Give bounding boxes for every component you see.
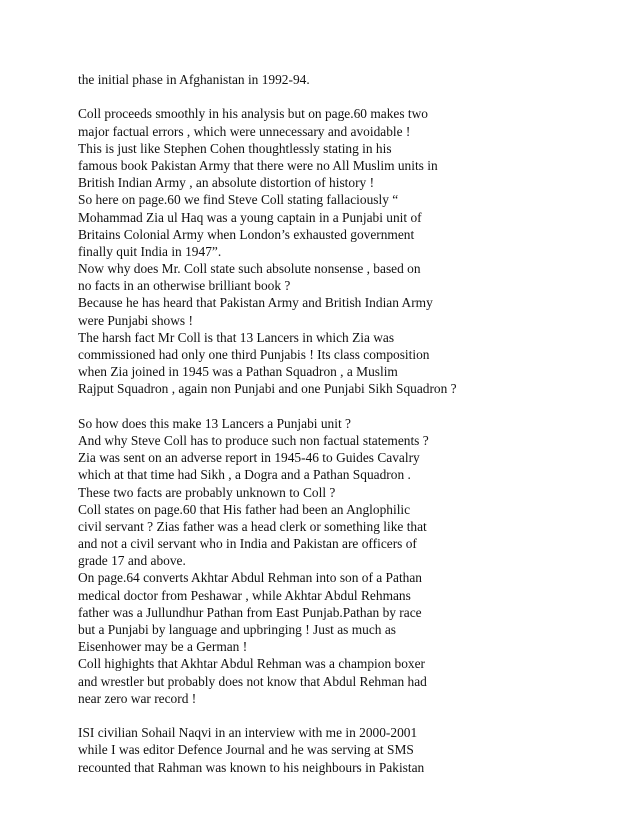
text-line: Mohammad Zia ul Haq was a young captain in a Punjabi unit of — [78, 209, 422, 225]
text-line: grade 17 and above. — [78, 553, 186, 569]
paragraph-gap — [78, 398, 618, 415]
text-line: Coll proceeds smoothly in his analysis but on page.60 makes two — [78, 106, 428, 122]
text-line: medical doctor from Peshawar , while Akhtar Abdul Rehmans — [78, 587, 411, 603]
text-line: The harsh fact Mr Coll is that 13 Lancers in which Zia was — [78, 329, 395, 345]
text-line: Britains Colonial Army when London’s exhausted government — [78, 226, 415, 242]
text-line: and not a civil servant who in India and Pakistan are officers of — [78, 536, 417, 552]
text-line: when Zia joined in 1945 was a Pathan Squadron , a Muslim — [78, 364, 398, 380]
text-line: So here on page.60 we find Steve Coll stating fallaciously “ — [78, 192, 399, 208]
text-line: civil servant ? Zias father was a head clerk or something like that — [78, 518, 427, 534]
text-line: but a Punjabi by language and upbringing ! Just as much as — [78, 622, 396, 637]
text-line: British Indian Army , an absolute distortion of history ! — [78, 175, 375, 191]
text-line: On page.64 converts Akhtar Abdul Rehman into son of a Pathan — [78, 570, 423, 586]
text-line: famous book Pakistan Army that there were no All Muslim units in — [78, 157, 438, 173]
text-line: no facts in an otherwise brilliant book ? — [78, 278, 291, 294]
text-line: Rajput Squadron , again non Punjabi and one Punjabi Sikh Squadron ? — [78, 381, 457, 397]
text-line: ISI civilian Sohail Naqvi in an interview with me in 2000-2001 — [78, 725, 418, 741]
text-line: near zero war record ! — [78, 690, 197, 706]
paragraph-gap — [78, 707, 618, 724]
paragraph-gap — [78, 88, 618, 105]
text-line: Now why does Mr. Coll state such absolute nonsense , based on — [78, 261, 421, 277]
text-line: So how does this make 13 Lancers a Punjabi unit ? — [78, 415, 351, 431]
text-line: Because he has heard that Pakistan Army and British Indian Army — [78, 295, 433, 311]
text-line: This is just like Stephen Cohen thoughtlessly stating in his — [78, 140, 392, 156]
text-line: were Punjabi shows ! — [78, 312, 193, 328]
text-line: Zia was sent on an adverse report in 1945-46 to Guides Cavalry — [78, 450, 420, 466]
body-text — [78, 71, 618, 776]
text-line: Coll states on page.60 that His father had been an Anglophilic — [78, 501, 411, 517]
text-line: Eisenhower may be a German ! — [78, 639, 248, 655]
text-line: and wrestler but probably does not know that Abdul Rehman had — [78, 673, 427, 689]
text-line: Coll highights that Akhtar Abdul Rehman was a champion boxer — [78, 656, 425, 672]
text-line: father was a Jullundhur Pathan from East Punjab.Pathan by race — [78, 604, 422, 620]
text-line: commissioned had only one third Punjabis ! Its class composition — [78, 347, 430, 362]
text-line: major factual errors , which were unnecessary and avoidable ! — [78, 123, 411, 139]
text-line: the initial phase in Afghanistan in 1992-94. — [78, 72, 310, 87]
text-line: These two facts are probably unknown to Coll ? — [78, 484, 336, 500]
text-line: while I was editor Defence Journal and he was serving at SMS — [78, 742, 414, 758]
text-line: finally quit India in 1947”. — [78, 243, 222, 259]
text-line: which at that time had Sikh , a Dogra and a Pathan Squadron . — [78, 467, 411, 483]
text-line: recounted that Rahman was known to his neighbours in Pakistan — [78, 759, 425, 775]
text-line: And why Steve Coll has to produce such non factual statements ? — [78, 432, 429, 448]
